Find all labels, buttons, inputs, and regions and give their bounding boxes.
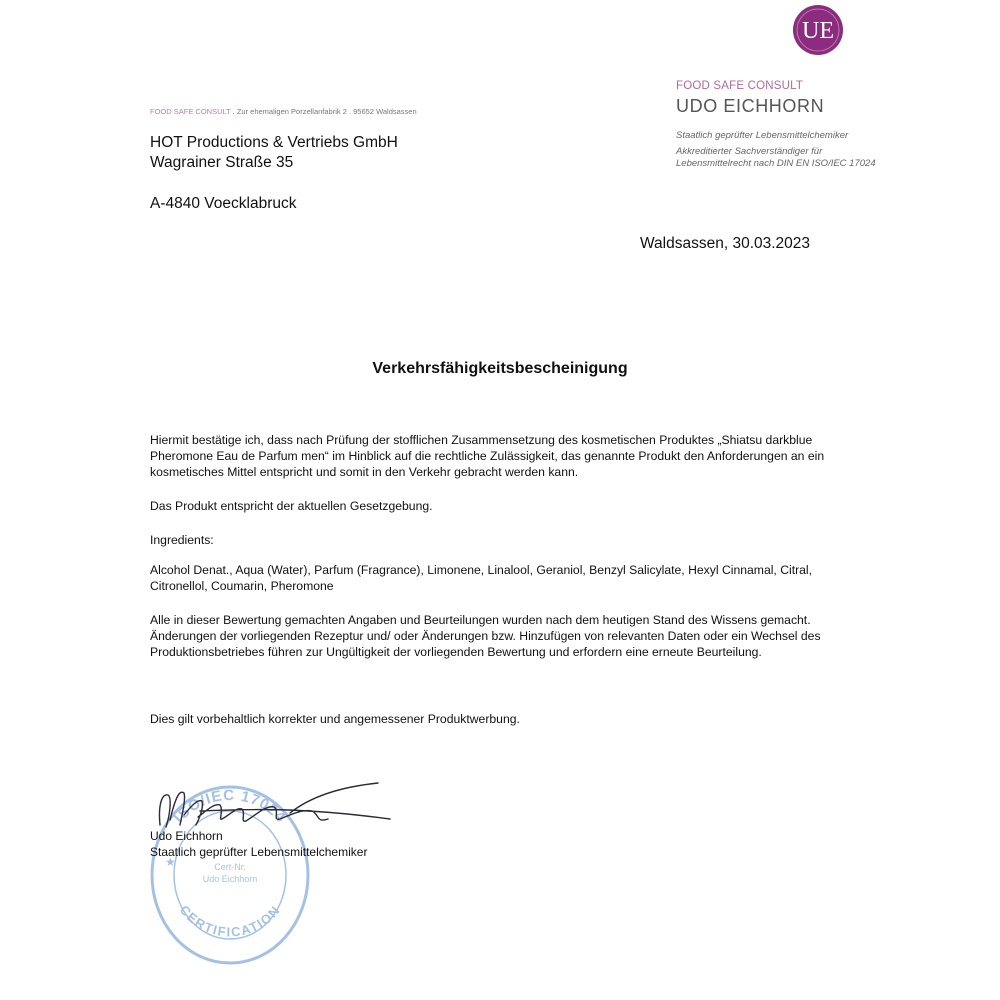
stamp-star-icon: ★ <box>165 855 176 869</box>
signer-title: Staatlich geprüfter Lebensmittelchemiker <box>150 845 368 859</box>
stamp-center-line1: Cert-Nr. <box>214 862 246 872</box>
ingredients-label: Ingredients: <box>150 533 214 547</box>
letterhead-accreditation-line2: Lebensmittelrecht nach DIN EN ISO/IEC 17024 <box>676 158 876 169</box>
letterhead-firm: FOOD SAFE CONSULT <box>676 80 804 92</box>
legislation-paragraph: Das Produkt entspricht der aktuellen Gesetzgebung. <box>150 499 433 513</box>
ingredients-list: Alcohol Denat., Aqua (Water), Parfum (Fragrance), Limonene, Linalool, Geraniol, Benzyl Salicylate, Hexyl Cinnamal, Citral, Citronellol, Coumarin, Pheromone <box>150 563 813 593</box>
letterhead-accreditation-line1: Akkreditierter Sachverständiger für <box>676 146 823 157</box>
recipient-company: HOT Productions & Vertriebs GmbH <box>150 134 398 151</box>
stamp-top-text: ISO/IEC 17024 <box>170 786 290 827</box>
sender-line <box>150 107 417 116</box>
udo-eichhorn-logo <box>792 4 844 56</box>
date-line: Waldsassen, 30.03.2023 <box>640 235 811 252</box>
stamp-bottom-text: CERTIFICATION <box>176 902 284 940</box>
stamp-center-line2: Udo Eichhorn <box>202 874 258 884</box>
letterhead-name: UDO EICHHORN <box>676 96 825 116</box>
confirmation-paragraph: Hiermit bestätige ich, dass nach Prüfung der stofflichen Zusammensetzung des kosmetischen Produktes „Shiatsu darkblue Pheromone Eau de Parfum men“ im Hinblick auf die rechtliche Zulässigkeit, das genannte Produkt den Anforderungen an ein kosmetisches Mittel entspricht und somit in den Verkehr gebracht werden kann. <box>150 433 825 479</box>
advertising-paragraph: Dies gilt vorbehaltlich korrekter und angemessener Produktwerbung. <box>150 712 520 726</box>
disclaimer-paragraph: Alle in dieser Bewertung gemachten Angaben und Beurteilungen wurden nach dem heutigen Stand des Wissens gemacht. Änderungen der vorliegenden Rezeptur und/ oder Änderungen bzw. Hinzufügen von relevanten Daten oder ein Wechsel des Produktionsbetriebes führen zur Ungültigkeit der vorliegenden Bewertung und erfordern eine erneute Beurteilung. <box>150 613 821 659</box>
letterhead-title: Staatlich geprüfter Lebensmittelchemiker <box>676 130 849 141</box>
sender-firm: FOOD SAFE CONSULT <box>150 107 231 116</box>
document-heading: Verkehrsfähigkeitsbescheinigung <box>372 360 628 377</box>
svg-text:CERTIFICATION <box>177 902 284 939</box>
sender-address: . Zur ehemaligen Porzellanfabrik 2 . 95652 Waldsassen <box>230 107 417 116</box>
logo-monogram: UE <box>802 18 834 44</box>
signer-name: Udo Eichhorn <box>150 829 223 843</box>
recipient-street: Wagrainer Straße 35 <box>150 154 294 171</box>
recipient-city: A-4840 Voecklabruck <box>150 195 297 212</box>
